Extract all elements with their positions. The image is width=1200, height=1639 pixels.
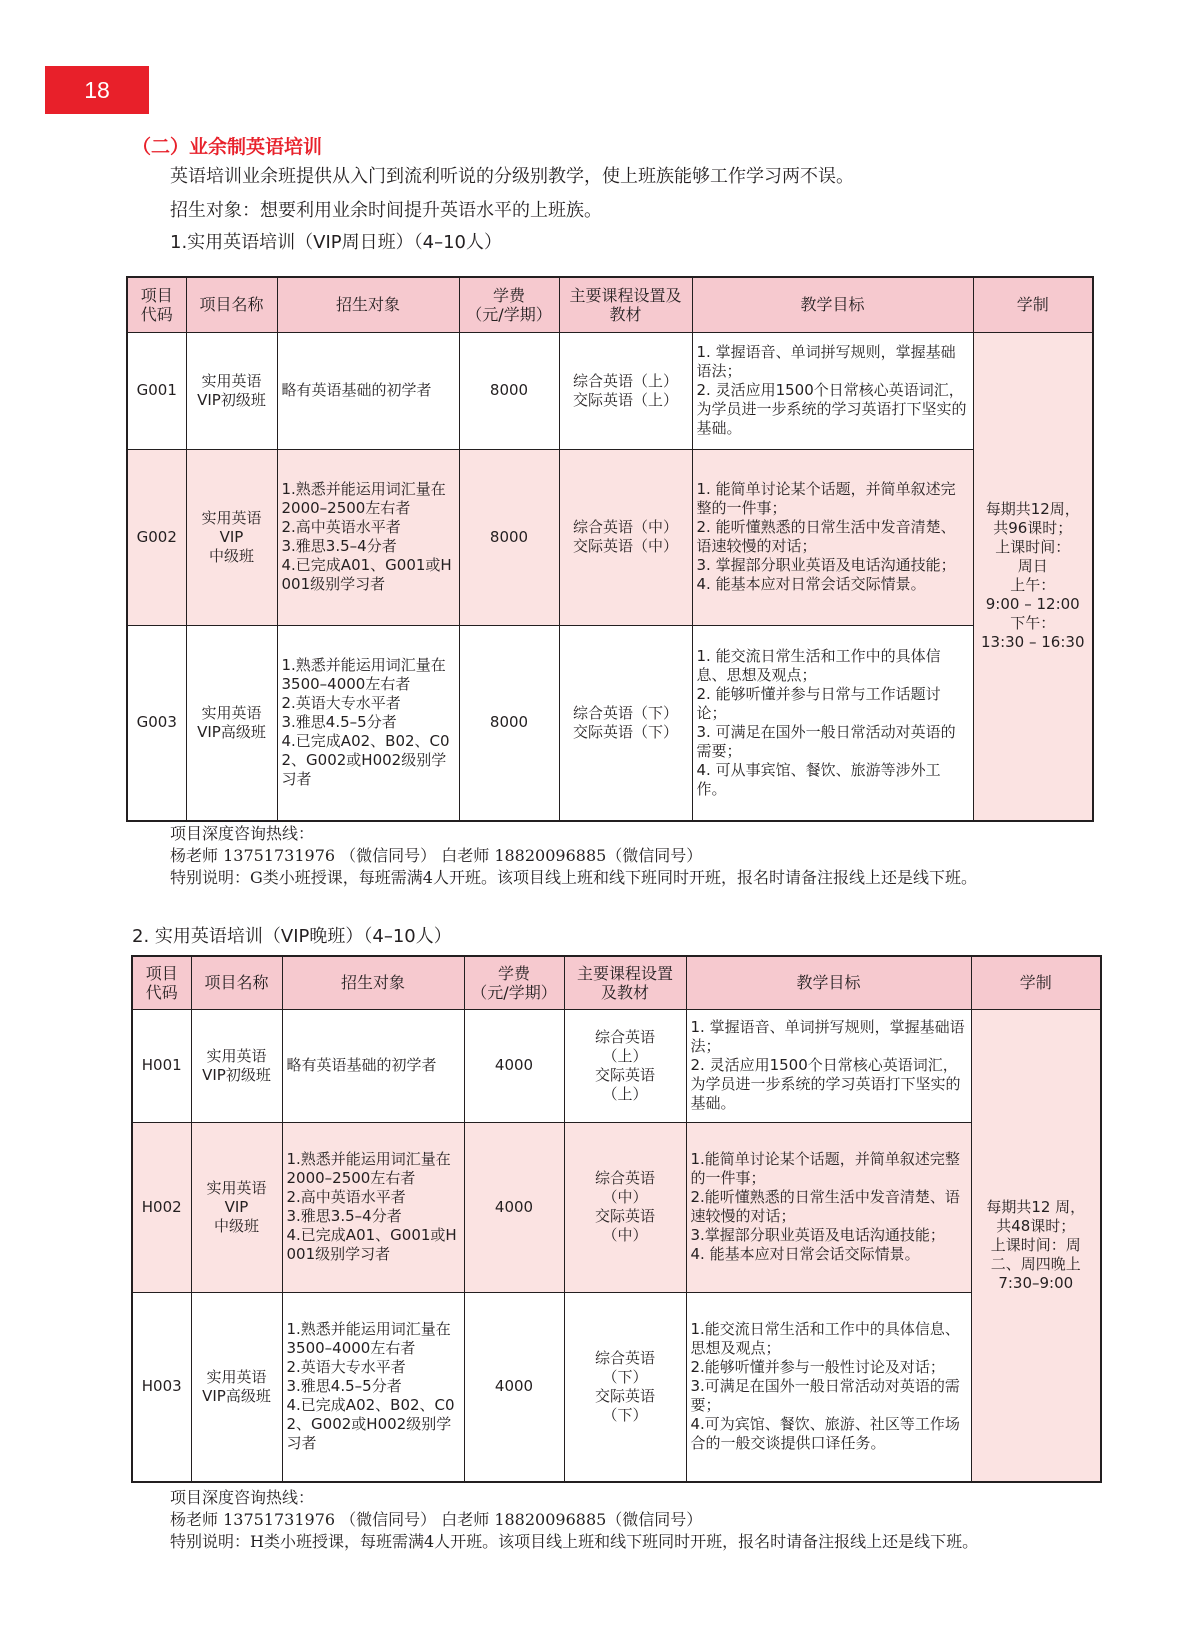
course-goals: 1. 掌握语音、单词拼写规则，掌握基础语法； 2. 灵活应用1500个日常核心英语词汇，为学员进一步系统的学习英语打下坚实的基础。 bbox=[692, 332, 973, 449]
course-code: H002 bbox=[132, 1122, 191, 1292]
course-code: H003 bbox=[132, 1292, 191, 1482]
header-code: 项目 代码 bbox=[127, 277, 186, 332]
course-code: G001 bbox=[127, 332, 186, 449]
table1-heading: 1.实用英语培训（VIP周日班）（4–10人） bbox=[170, 232, 503, 253]
course-target: 1.熟悉并能运用词汇量在2000–2500左右者 2.高中英语水平者 3.雅思3.5–4分者 4.已完成A01、G001或H001级别学习者 bbox=[277, 449, 459, 625]
course-fee: 8000 bbox=[459, 625, 559, 821]
section-title: （二）业余制英语培训 bbox=[132, 136, 323, 158]
table-row bbox=[132, 1292, 1101, 1482]
course-goals: 1.能简单讨论某个话题，并简单叙述完整的一件事； 2.能听懂熟悉的日常生活中发音清楚、语速较慢的对话； 3.掌握部分职业英语及电话沟通技能； 4. 能基本应对日常会话交际情景。 bbox=[686, 1122, 971, 1292]
table-row bbox=[127, 332, 1093, 449]
course-table-sunday bbox=[126, 276, 1094, 822]
header-schedule: 学制 bbox=[973, 277, 1093, 332]
course-target: 略有英语基础的初学者 bbox=[282, 1009, 464, 1122]
course-fee: 4000 bbox=[464, 1292, 564, 1482]
course-code: G002 bbox=[127, 449, 186, 625]
header-target: 招生对象 bbox=[277, 277, 459, 332]
course-code: G003 bbox=[127, 625, 186, 821]
course-goals: 1.能交流日常生活和工作中的具体信息、思想及观点； 2.能够听懂并参与一般性讨论及对话； 3.可满足在国外一般日常活动对英语的需要； 4.可为宾馆、餐饮、旅游、社区等工作场合的一般交谈提供口译任务。 bbox=[686, 1292, 971, 1482]
table-header-row bbox=[132, 956, 1101, 1009]
course-goals: 1. 能简单讨论某个话题，并简单叙述完整的一件事； 2. 能听懂熟悉的日常生活中发音清楚、语速较慢的对话； 3. 掌握部分职业英语及电话沟通技能； 4. 能基本应对日常会话交际情景。 bbox=[692, 449, 973, 625]
header-name: 项目名称 bbox=[191, 956, 282, 1009]
course-materials: 综合英语（下） 交际英语（下） bbox=[559, 625, 692, 821]
table-row bbox=[132, 1122, 1101, 1292]
table2-notes bbox=[170, 1487, 978, 1553]
table-row bbox=[127, 625, 1093, 821]
course-fee: 8000 bbox=[459, 332, 559, 449]
course-goals: 1. 能交流日常生活和工作中的具体信息、思想及观点； 2. 能够听懂并参与日常与工作话题讨论； 3. 可满足在国外一般日常活动对英语的需要； 4. 可从事宾馆、餐饮、旅游等涉外工作。 bbox=[692, 625, 973, 821]
hotline-contacts: 杨老师 13751731976 （微信同号） 白老师 18820096885（微信同号） bbox=[170, 1510, 703, 1529]
header-fee: 学费 （元/学期） bbox=[464, 956, 564, 1009]
intro-paragraph: 英语培训业余班提供从入门到流利听说的分级别教学，使上班族能够工作学习两不误。 bbox=[170, 166, 854, 187]
hotline-contacts: 杨老师 13751731976 （微信同号） 白老师 18820096885（微信同号） bbox=[170, 846, 703, 865]
page-number: 18 bbox=[45, 66, 149, 114]
course-materials: 综合英语（上） 交际英语（上） bbox=[559, 332, 692, 449]
course-schedule: 每期共12周， 共96课时； 上课时间： 周日 上午： 9:00 – 12:00 下午： 13:30 – 16:30 bbox=[973, 332, 1093, 821]
course-fee: 4000 bbox=[464, 1009, 564, 1122]
course-target: 1.熟悉并能运用词汇量在3500–4000左右者 2.英语大专水平者 3.雅思4.5–5分者 4.已完成A02、B02、C02、G002或H002级别学习者 bbox=[277, 625, 459, 821]
header-code: 项目 代码 bbox=[132, 956, 191, 1009]
course-name: 实用英语 VIP 中级班 bbox=[191, 1122, 282, 1292]
header-courses: 主要课程设置 及教材 bbox=[564, 956, 686, 1009]
course-target: 略有英语基础的初学者 bbox=[277, 332, 459, 449]
course-table-evening bbox=[131, 955, 1102, 1483]
course-schedule: 每期共12 周， 共48课时； 上课时间：周 二、周四晚上 7:30–9:00 bbox=[971, 1009, 1101, 1482]
header-fee: 学费 （元/学期） bbox=[459, 277, 559, 332]
course-target: 1.熟悉并能运用词汇量在2000–2500左右者 2.高中英语水平者 3.雅思3.5–4分者 4.已完成A01、G001或H001级别学习者 bbox=[282, 1122, 464, 1292]
course-fee: 4000 bbox=[464, 1122, 564, 1292]
header-courses: 主要课程设置及 教材 bbox=[559, 277, 692, 332]
table-row bbox=[132, 1009, 1101, 1122]
hotline-label: 项目深度咨询热线： bbox=[170, 1488, 315, 1507]
table1-notes bbox=[170, 823, 977, 889]
course-name: 实用英语 VIP初级班 bbox=[191, 1009, 282, 1122]
course-materials: 综合英语 （上） 交际英语 （上） bbox=[564, 1009, 686, 1122]
course-goals: 1. 掌握语音、单词拼写规则，掌握基础语法； 2. 灵活应用1500个日常核心英语词汇，为学员进一步系统的学习英语打下坚实的基础。 bbox=[686, 1009, 971, 1122]
course-name: 实用英语 VIP初级班 bbox=[186, 332, 277, 449]
header-goals: 教学目标 bbox=[692, 277, 973, 332]
course-name: 实用英语 VIP 中级班 bbox=[186, 449, 277, 625]
course-materials: 综合英语（中） 交际英语（中） bbox=[559, 449, 692, 625]
special-note: 特别说明：G类小班授课，每班需满4人开班。该项目线上班和线下班同时开班，报名时请备注报线上还是线下班。 bbox=[170, 868, 977, 887]
header-name: 项目名称 bbox=[186, 277, 277, 332]
course-target: 1.熟悉并能运用词汇量在3500–4000左右者 2.英语大专水平者 3.雅思4.5–5分者 4.已完成A02、B02、C02、G002或H002级别学习者 bbox=[282, 1292, 464, 1482]
course-name: 实用英语 VIP高级班 bbox=[186, 625, 277, 821]
course-code: H001 bbox=[132, 1009, 191, 1122]
header-schedule: 学制 bbox=[971, 956, 1101, 1009]
course-name: 实用英语 VIP高级班 bbox=[191, 1292, 282, 1482]
course-fee: 8000 bbox=[459, 449, 559, 625]
header-target: 招生对象 bbox=[282, 956, 464, 1009]
table-row bbox=[127, 449, 1093, 625]
hotline-label: 项目深度咨询热线： bbox=[170, 824, 315, 843]
course-materials: 综合英语 （中） 交际英语 （中） bbox=[564, 1122, 686, 1292]
header-goals: 教学目标 bbox=[686, 956, 971, 1009]
special-note: 特别说明：H类小班授课，每班需满4人开班。该项目线上班和线下班同时开班，报名时请备注报线上还是线下班。 bbox=[170, 1532, 979, 1551]
target-paragraph: 招生对象：想要利用业余时间提升英语水平的上班族。 bbox=[170, 200, 602, 221]
table-header-row bbox=[127, 277, 1093, 332]
table2-heading: 2. 实用英语培训（VIP晚班）（4–10人） bbox=[132, 926, 452, 947]
course-materials: 综合英语 （下） 交际英语 （下） bbox=[564, 1292, 686, 1482]
